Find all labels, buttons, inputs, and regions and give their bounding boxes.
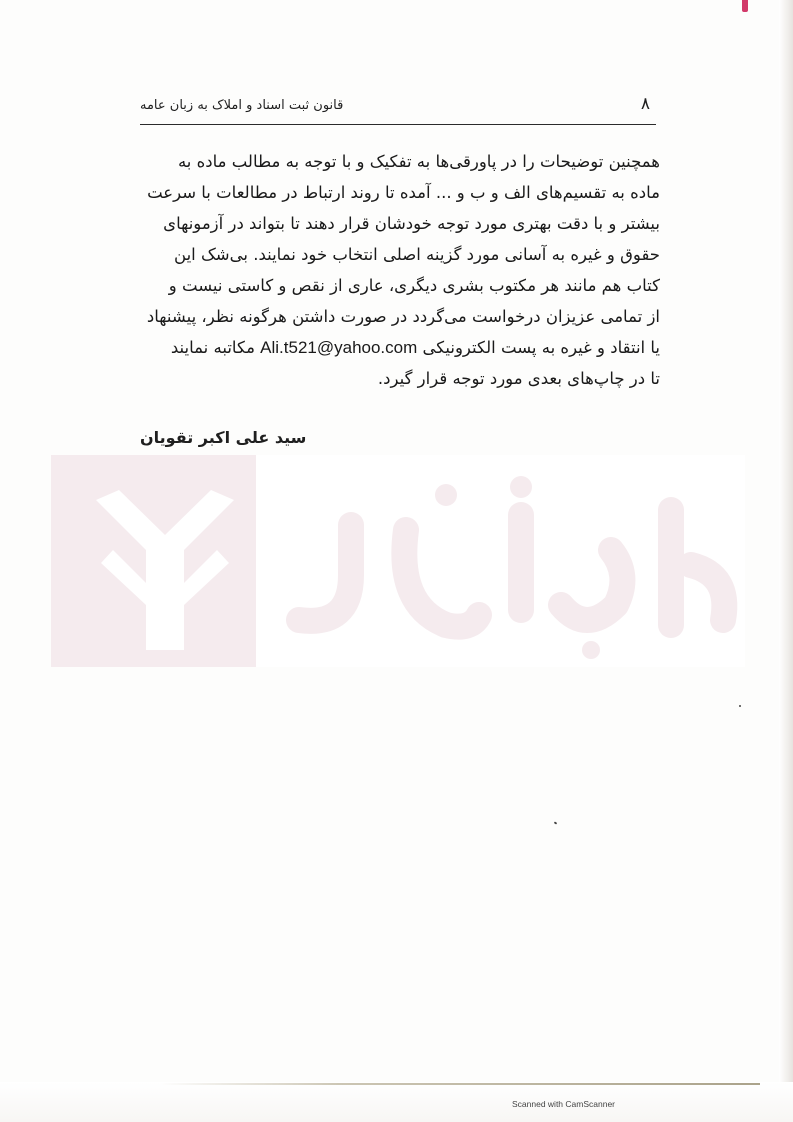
scan-speck: [739, 705, 741, 707]
scan-speck: [554, 821, 558, 824]
email-line-suffix: مکاتبه نمایند: [170, 338, 255, 357]
contact-email: Ali.t521@yahoo.com: [260, 338, 418, 357]
paragraph-line: همچنین توضیحات را در پاورقی‌ها به تفکیک و با توجه به مطالب ماده به: [177, 152, 660, 171]
scan-bottom-shade: [0, 1082, 793, 1122]
scan-page-edge: [160, 1083, 760, 1085]
paragraph-line: ماده به تقسیم‌های الف و ب و ... آمده تا روند ارتباط در مطالعات با سرعت: [147, 183, 660, 202]
watermark-graphic: [51, 455, 745, 667]
paragraph-line-email: [148, 332, 660, 363]
paragraph-line: بیشتر و با دقت بهتری مورد توجه خودشان قرار دهند تا بتواند در آزمونهای: [163, 214, 660, 233]
body-paragraph: [148, 146, 660, 394]
header-rule: [140, 124, 656, 125]
corner-bookmark: [742, 0, 748, 12]
author-signature: سید علی اکبر تقویان: [140, 428, 307, 447]
paragraph-line-last: تا در چاپ‌های بعدی مورد توجه قرار گیرد.: [377, 369, 660, 388]
page-number: ۸: [640, 94, 650, 114]
page-header: [140, 92, 656, 122]
paragraph-line: کتاب هم مانند هر مکتوب بشری دیگری، عاری از نقص و کاستی نیست و: [168, 276, 660, 295]
watermark-logo: [51, 455, 745, 667]
running-title: قانون ثبت اسناد و املاک به زبان عامه: [140, 98, 344, 113]
scanner-credit: Scanned with CamScanner: [512, 1099, 616, 1109]
paragraph-line: از تمامی عزیزان درخواست می‌گردد در صورت داشتن هرگونه نظر، پیشنهاد: [146, 307, 660, 326]
scan-edge-shadow: [779, 0, 793, 1122]
watermark-emblem-icon: [96, 490, 234, 650]
email-line-prefix: یا انتقاد و غیره به پست الکترونیکی: [422, 338, 660, 357]
paragraph-line: حقوق و غیره به آسانی مورد گزینه اصلی انتخاب خود نمایند. بی‌شک این: [174, 245, 660, 264]
